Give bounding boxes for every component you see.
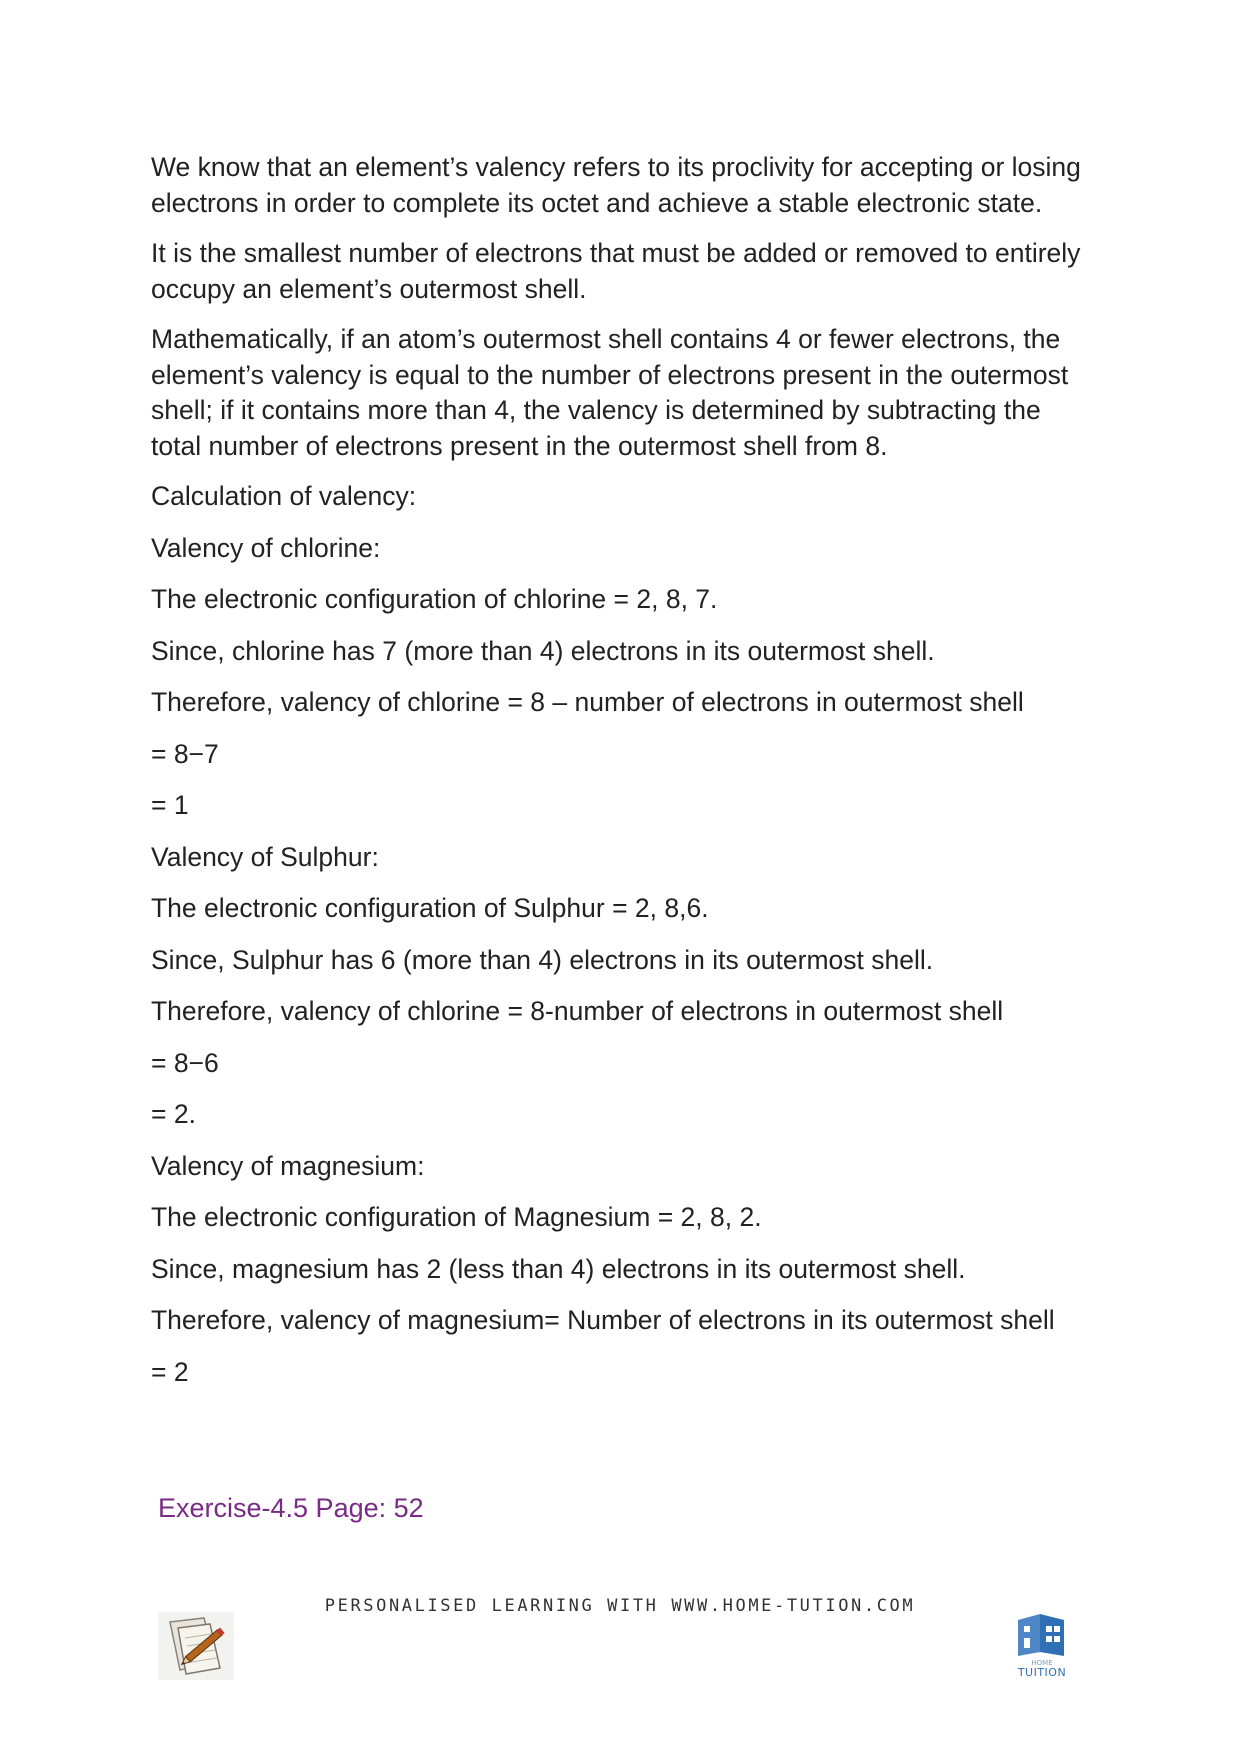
paragraph-valency-definition: We know that an element’s valency refers to its proclivity for accepting or losing electrons in order to complete its octet and achieve a stable electronic state.	[151, 152, 1081, 218]
chlorine-step2: = 1	[151, 790, 189, 820]
sulphur-heading: Valency of Sulphur:	[151, 841, 379, 872]
logo-bottom-text: TUITION	[1017, 1666, 1067, 1679]
sulphur-config: The electronic configuration of Sulphur = 2, 8,6.	[151, 893, 709, 923]
chlorine-heading: Valency of chlorine:	[151, 532, 381, 563]
chlorine-config: The electronic configuration of chlorine = 2, 8, 7.	[151, 584, 718, 614]
paragraph-mathematically: Mathematically, if an atom’s outermost shell contains 4 or fewer electrons, the element’s valency is equal to the number of electrons present in the outermost shell; if it contains more than 4, the valency is determined by subtracting the total number of electrons present in the outermost shell from 8.	[151, 324, 1069, 461]
sulphur-step1: = 8−6	[151, 1047, 219, 1078]
chlorine-since: Since, chlorine has 7 (more than 4) electrons in its outermost shell.	[151, 635, 935, 666]
chlorine-therefore: Therefore, valency of chlorine = 8 – number of electrons in outermost shell	[151, 687, 1024, 717]
home-tution-logo	[1010, 1612, 1074, 1680]
chlorine-step1: = 8−7	[151, 738, 219, 769]
exercise-heading: Exercise-4.5 Page: 52	[158, 1493, 424, 1523]
sulphur-step2: = 2.	[151, 1099, 196, 1129]
magnesium-config: The electronic configuration of Magnesium = 2, 8, 2.	[151, 1202, 762, 1232]
calculation-title: Calculation of valency:	[151, 481, 417, 511]
magnesium-therefore: Therefore, valency of magnesium= Number of electrons in its outermost shell	[151, 1305, 1055, 1335]
footer-tagline-text: PERSONALISED LEARNING WITH WWW.HOME-TUTION.COM	[324, 1596, 916, 1616]
document-body	[151, 150, 1091, 1406]
sulphur-therefore: Therefore, valency of chlorine = 8-number of electrons in outermost shell	[151, 996, 1004, 1026]
sulphur-since: Since, Sulphur has 6 (more than 4) electrons in its outermost shell.	[151, 944, 934, 975]
magnesium-step1: = 2	[151, 1356, 189, 1387]
notepad-pencil-icon	[158, 1612, 234, 1680]
magnesium-since: Since, magnesium has 2 (less than 4) electrons in its outermost shell.	[151, 1253, 966, 1284]
logo-top-text: HOME	[1031, 1659, 1053, 1667]
paragraph-smallest-number: It is the smallest number of electrons that must be added or removed to entirely occupy an element’s outermost shell.	[151, 238, 1081, 304]
magnesium-heading: Valency of magnesium:	[151, 1150, 425, 1181]
